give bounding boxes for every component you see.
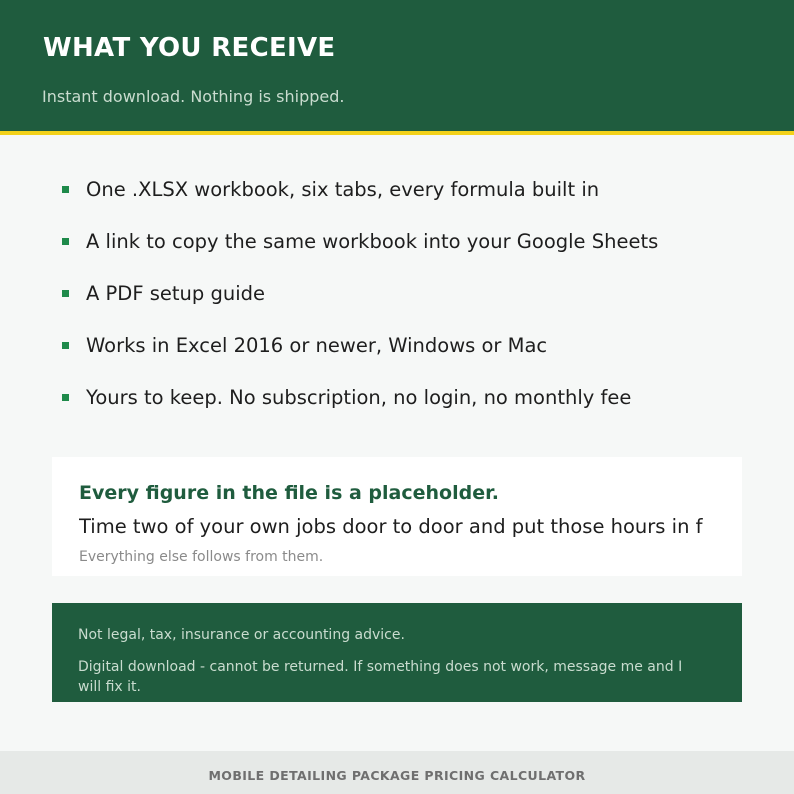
page-subtitle: Instant download. Nothing is shipped. xyxy=(42,87,345,106)
square-bullet-icon xyxy=(62,186,69,193)
list-item xyxy=(62,334,658,386)
disclaimer-line-advice: Not legal, tax, insurance or accounting advice. xyxy=(78,627,405,643)
header-banner xyxy=(0,0,794,135)
note-body: Time two of your own jobs door to door and put those hours in f xyxy=(79,515,703,538)
disclaimer-box xyxy=(52,603,742,702)
list-item xyxy=(62,230,658,282)
list-item-text: Works in Excel 2016 or newer, Windows or Mac xyxy=(86,334,548,357)
page-title: WHAT YOU RECEIVE xyxy=(43,33,336,63)
square-bullet-icon xyxy=(62,238,69,245)
list-item xyxy=(62,282,658,334)
list-item-text: Yours to keep. No subscription, no login, no monthly fee xyxy=(86,386,632,409)
footer-product-name: MOBILE DETAILING PACKAGE PRICING CALCULATOR xyxy=(208,768,586,783)
note-caption: Everything else follows from them. xyxy=(79,549,324,565)
placeholder-note-card xyxy=(52,457,742,576)
disclaimer-line-refund: Digital download - cannot be returned. If something does not work, message me and I will fix it. xyxy=(78,659,683,695)
square-bullet-icon xyxy=(62,290,69,297)
list-item xyxy=(62,386,658,438)
list-item xyxy=(62,178,658,230)
square-bullet-icon xyxy=(62,394,69,401)
list-item-text: One .XLSX workbook, six tabs, every formula built in xyxy=(86,178,600,201)
list-item-text: A PDF setup guide xyxy=(86,282,265,305)
note-title: Every figure in the file is a placeholder. xyxy=(79,482,499,504)
deliverables-list xyxy=(62,178,658,438)
list-item-text: A link to copy the same workbook into your Google Sheets xyxy=(86,230,659,253)
footer-bar xyxy=(0,751,794,794)
square-bullet-icon xyxy=(62,342,69,349)
